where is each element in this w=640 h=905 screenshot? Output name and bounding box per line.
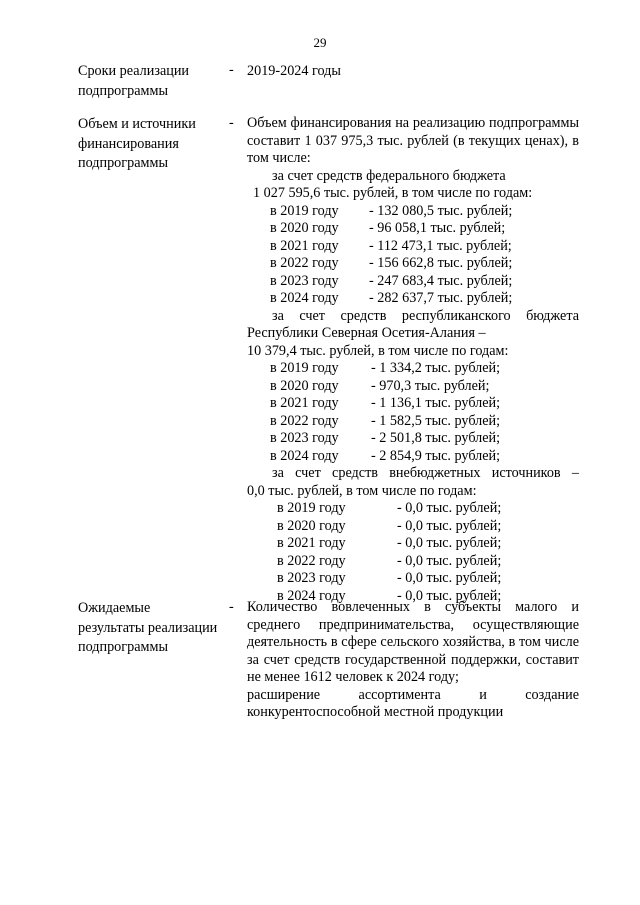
- year-label: в 2021 году: [270, 237, 339, 254]
- year-amount: - 112 473,1 тыс. рублей;: [369, 237, 512, 254]
- year-row: [247, 395, 579, 413]
- year-amount: - 0,0 тыс. рублей;: [397, 587, 502, 604]
- year-amount: - 1 334,2 тыс. рублей;: [371, 360, 501, 376]
- federal-total: 1 027 595,6 тыс. рублей, в том числе по годам:: [253, 185, 533, 201]
- year-label: в 2019 году: [270, 202, 339, 219]
- results-text-2b: конкурентоспособной местной продукции: [247, 704, 504, 720]
- year-row: [247, 273, 579, 291]
- page-number: 29: [313, 35, 327, 50]
- year-row: [247, 448, 579, 466]
- year-row: [247, 255, 579, 273]
- year-label: в 2023 году: [270, 272, 339, 289]
- year-row: [247, 413, 579, 431]
- year-row: [247, 203, 579, 221]
- results-text-2a: расширение ассортимента и создание: [247, 686, 579, 703]
- year-row: [247, 430, 579, 448]
- extrabudget-years-list: [247, 500, 579, 605]
- year-label: в 2022 году: [270, 412, 339, 429]
- year-label: в 2021 году: [277, 535, 346, 551]
- year-row: [247, 290, 579, 308]
- year-row: [247, 518, 579, 536]
- timeline-label: Сроки реализации подпрограммы: [78, 63, 190, 99]
- year-row: [247, 360, 579, 378]
- year-amount: - 0,0 тыс. рублей;: [397, 570, 502, 586]
- year-row: [247, 553, 579, 571]
- year-row: [247, 500, 579, 518]
- federal-years-list: [247, 203, 579, 308]
- extrabudget-head: за счет средств внебюджетных источников –: [272, 465, 579, 481]
- funding-intro: Объем финансирования на реализацию подпрограммы составит 1 037 975,3 тыс. рублей (в текущих ценах), в том числе:: [247, 115, 579, 166]
- funding-content: [247, 115, 579, 605]
- results-content: [247, 599, 579, 722]
- year-label: в 2020 году: [270, 377, 339, 394]
- republic-head-2: Республики Северная Осетия-Алания –: [247, 325, 486, 341]
- federal-head: за счет средств федерального бюджета: [272, 167, 506, 184]
- year-label: в 2021 году: [270, 395, 339, 411]
- year-label: в 2022 году: [277, 552, 346, 569]
- year-label: в 2024 году: [270, 447, 339, 464]
- year-amount: - 0,0 тыс. рублей;: [397, 535, 502, 551]
- republic-head: за счет средств республиканского бюджета: [272, 307, 579, 324]
- year-label: в 2024 году: [277, 587, 346, 604]
- year-label: в 2023 году: [277, 570, 346, 586]
- year-amount: - 132 080,5 тыс. рублей;: [369, 202, 513, 219]
- year-label: в 2019 году: [277, 500, 346, 516]
- year-amount: - 0,0 тыс. рублей;: [397, 517, 502, 534]
- funding-label: Объем и источники финансирования подпрограммы: [78, 116, 196, 171]
- year-amount: - 1 582,5 тыс. рублей;: [371, 412, 501, 429]
- year-row: [247, 535, 579, 553]
- year-row: [247, 220, 579, 238]
- year-amount: - 1 136,1 тыс. рублей;: [371, 395, 501, 411]
- results-text-1: Количество вовлеченных в субъекты малого и среднего предпринимательства, осуществляющие деятельность в сфере сельского хозяйства, в том числе за счет средств государственной поддержки, составит не менее 1612 человек к 2024 году;: [247, 599, 579, 685]
- year-amount: - 2 854,9 тыс. рублей;: [371, 447, 501, 464]
- results-label: Ожидаемые результаты реализации подпрограммы: [78, 600, 218, 655]
- results-dash: -: [229, 599, 234, 615]
- year-row: [247, 238, 579, 256]
- timeline-value: 2019-2024 годы: [247, 63, 341, 79]
- year-amount: - 96 058,1 тыс. рублей;: [369, 220, 506, 236]
- year-label: в 2019 году: [270, 360, 339, 376]
- year-row: [247, 378, 579, 396]
- year-amount: - 0,0 тыс. рублей;: [397, 552, 502, 569]
- year-amount: - 0,0 тыс. рублей;: [397, 500, 502, 516]
- year-amount: - 247 683,4 тыс. рублей;: [369, 272, 513, 289]
- year-label: в 2020 году: [277, 517, 346, 534]
- timeline-dash: -: [229, 62, 234, 78]
- year-label: в 2024 году: [270, 290, 339, 306]
- year-amount: - 970,3 тыс. рублей;: [371, 377, 490, 394]
- year-row: [247, 570, 579, 588]
- year-label: в 2020 году: [270, 220, 339, 236]
- year-amount: - 2 501,8 тыс. рублей;: [371, 430, 501, 446]
- republic-years-list: [247, 360, 579, 465]
- funding-dash: -: [229, 115, 234, 131]
- year-label: в 2022 году: [270, 255, 339, 271]
- year-label: в 2023 году: [270, 430, 339, 446]
- year-amount: - 156 662,8 тыс. рублей;: [369, 255, 513, 271]
- republic-total: 10 379,4 тыс. рублей, в том числе по годам:: [247, 342, 509, 359]
- extrabudget-total: 0,0 тыс. рублей, в том числе по годам:: [247, 482, 477, 499]
- year-amount: - 282 637,7 тыс. рублей;: [369, 290, 513, 306]
